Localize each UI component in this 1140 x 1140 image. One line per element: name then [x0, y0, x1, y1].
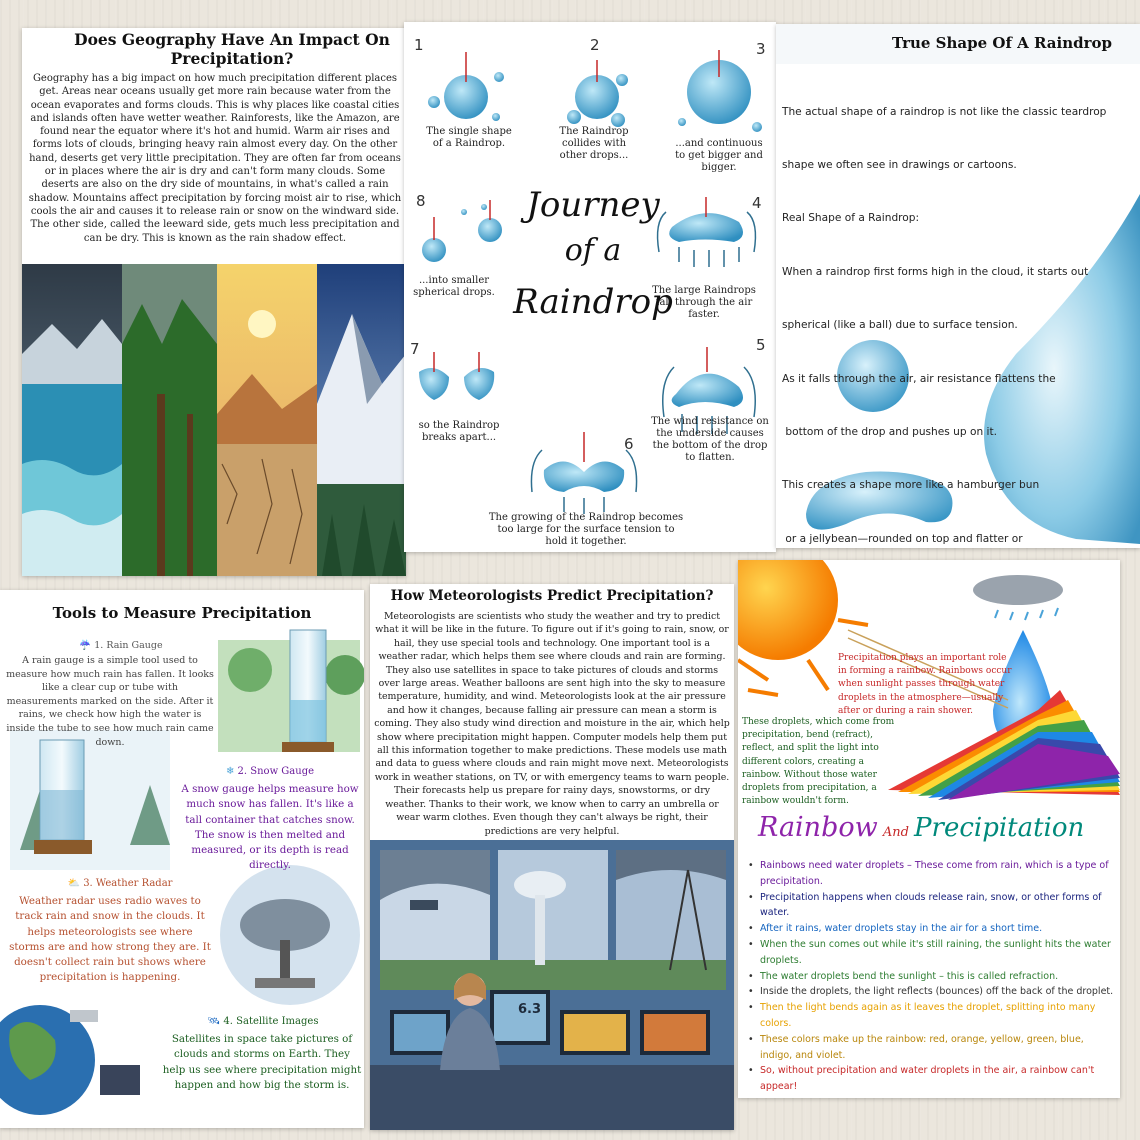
snow-gauge-text: A snow gauge helps measure how much snow has fallen. It's like a tall container that catches snow. The snow is then melted and measured, or its depth is read directly. — [181, 783, 359, 872]
rainbow-bullet-item: • Inside the droplets, the light reflects (bounces) off the back of the droplet. — [746, 984, 1116, 1000]
satellite-icon: 🛰 — [207, 1016, 224, 1027]
step-label-5: The wind resistance on the underside causes the bottom of the drop to flatten. — [651, 416, 769, 463]
rainbow-bullet-item: • These colors make up the rainbow: red, orange, yellow, green, blue, indigo, and violet. — [746, 1032, 1116, 1064]
step-number-8: 8 — [416, 192, 426, 210]
snow-gauge-heading-text: 2. Snow Gauge — [237, 766, 315, 777]
rainbow-title — [758, 812, 1118, 843]
snow-gauge-heading — [180, 766, 360, 777]
shape-line-1: The actual shape of a raindrop is not like the classic teardrop — [782, 105, 1107, 118]
step-number-2: 2 — [590, 36, 600, 54]
journey-title-line3: Raindrop — [513, 282, 673, 322]
meteorologist-illustration — [370, 840, 734, 1130]
rainbow-bullet-item: • Then the light bends again as it leaves the droplet, splitting into many colors. — [746, 1000, 1116, 1032]
step-label-8: ...into smaller spherical drops. — [413, 275, 495, 298]
step-number-3: 3 — [756, 40, 766, 58]
true-shape-text — [782, 68, 1132, 548]
screen-reading: 6.3 — [518, 1002, 542, 1017]
rainbow-page — [738, 560, 1120, 1098]
step-number-1: 1 — [414, 36, 424, 54]
rainbow-title-word: Rainbow — [758, 812, 878, 843]
rain-gauge-text: A rain gauge is a simple tool used to measure how much rain has fallen. It looks like a clear cup or tube with measurements marked on the side. After it rains, we check how high the water is inside the tube to see how much rain came down. — [6, 655, 214, 748]
step-number-5: 5 — [756, 336, 766, 354]
weather-radar-heading-text: 3. Weather Radar — [83, 878, 173, 889]
step-label-3: ...and continuous to get bigger and bigger. — [675, 138, 763, 173]
satellite-images-heading-text: 4. Satellite Images — [223, 1016, 319, 1027]
weather-radar-text: Weather radar uses radio waves to track rain and snow in the clouds. It helps meteorologists see where storms are and how strong they are. It doesn't collect rain but shows where precipitation is happening. — [9, 895, 211, 984]
satellite-images-text: Satellites in space take pictures of clouds and storms on Earth. They help us see where precipitation might happen and how big the storm is. — [162, 1033, 362, 1091]
rainbow-title-precipitation: Precipitation — [914, 813, 1085, 843]
raindrop-icon: ☔ — [79, 640, 95, 651]
step-label-7: so the Raindrop breaks apart... — [418, 420, 500, 443]
step-number-7: 7 — [410, 340, 420, 358]
step-label-2: The Raindrop collides with other drops... — [559, 126, 629, 161]
weather-radar-heading — [30, 878, 210, 889]
meteorologists-text: Meteorologists are scientists who study the weather and try to predict what it will be like in the future. To figure out if it's going to rain, snow, or hail, they use special tools and technology. One important tool is a weather radar, which helps them see where clouds and rain are forming. They also use satellites in space to take pictures of clouds and storms over large areas. Weather balloons are sent high into the sky to measure temperature, humidity, and wind. Meteorologists look at the air pressure and how it changes, because falling air pressure can mean a storm is coming. They also study wind direction and moisture in the air, which help show where precipitation might happen. Computer models help them put all this information together to make predictions. These models use math and data to guess where clouds and rain might move next. Meteorologists work in weather stations, on TV, or with emergency teams to warn people. Their forecasts help us prepare for rainy days, snowstorms, or dry weather. Thanks to their work, we know when to carry an umbrella or wear warm clothes. Even though they can't always be right, their predictions are very helpful. — [374, 611, 730, 837]
rainbow-bullet-item: • So, without precipitation and water droplets in the air, a rainbow can't appear! — [746, 1063, 1116, 1095]
rainbow-bullet-item: • The water droplets bend the sunlight – this is called refraction. — [746, 969, 1116, 985]
shape-line-3: Real Shape of a Raindrop: — [782, 212, 920, 225]
tools-page — [0, 590, 364, 1128]
step-label-6: The growing of the Raindrop becomes too large for the surface tension to hold it together. — [488, 512, 684, 547]
shape-line-4: When a raindrop first forms high in the cloud, it starts out — [782, 265, 1089, 278]
shape-line-9: or a jellybean—rounded on top and flatter or — [782, 532, 1023, 545]
journey-title-line2: of a — [564, 233, 622, 268]
geography-text: Geography has a big impact on how much precipitation different places get. Areas near oceans usually get more rain because water from the ocean evaporates and forms clouds. This is why places like coastal cities and islands often have wetter weather. Rainforests, like the Amazon, are found near the equator where it's hot and humid. Warm air rises and forms lots of clouds, bringing heavy rain almost every day. On the other hand, deserts get very little precipitation. They are often far from oceans or in places where the air is dry and can't form many clouds. Some deserts are also on the dry side of mountains, in what's called a rain shadow. Mountains affect precipitation by forcing moist air to rise, which cools the air and causes it to release rain or snow on the windward side. The other side, called the leeward side, gets much less precipitation and can be dry. This is known as the rain shadow effect. — [28, 73, 402, 244]
rainbow-intro-2: These droplets, which come from precipitation, bend (refract), reflect, and split the light into different colors, creating a rainbow. Without those water droplets from precipitation, a rainbow wouldn't form. — [742, 717, 895, 807]
rainbow-bullet-item: • After it rains, water droplets stay in the air for a short time. — [746, 921, 1116, 937]
geography-illustration — [22, 264, 406, 576]
true-shape-page — [776, 24, 1140, 548]
rain-gauge-heading-text: 1. Rain Gauge — [94, 640, 163, 651]
geography-page — [22, 28, 406, 576]
sun-cloud-icon: ⛅ — [67, 878, 84, 889]
rain-gauge-heading — [66, 640, 176, 651]
rainbow-bullet-item: • When the sun comes out while it's still raining, the sunlight hits the water droplets. — [746, 937, 1116, 969]
rainbow-intro-1: Precipitation plays an important role in forming a rainbow. Rainbows occur when sunlight passes through water droplets in the atmosphere—usually after or during a rain shower. — [838, 653, 1012, 716]
geography-title: Does Geography Have An Impact On Precipitation? — [74, 30, 390, 68]
meteorologists-title: How Meteorologists Predict Precipitation? — [390, 588, 714, 604]
step-number-6: 6 — [624, 435, 634, 453]
shape-line-2: shape we often see in drawings or cartoons. — [782, 158, 1017, 171]
shape-line-5: spherical (like a ball) due to surface tension. — [782, 319, 1018, 332]
rainbow-bullet-list — [746, 858, 1116, 1095]
step-label-4: The large Raindrops fall through the air faster. — [652, 285, 756, 320]
shape-line-8: This creates a shape more like a hamburger bun — [782, 479, 1040, 492]
journey-title-line1: Journey — [526, 185, 660, 225]
snowflake-icon: ❄ — [225, 766, 238, 777]
shape-line-6: As it falls through the air, air resistance flattens the — [782, 372, 1056, 385]
rainbow-title-and: And — [882, 825, 909, 840]
rainbow-bullet-item: • Precipitation happens when clouds release rain, snow, or other forms of water. — [746, 890, 1116, 922]
shape-line-7: bottom of the drop and pushes up on it. — [782, 425, 998, 438]
journey-title — [508, 182, 678, 330]
satellite-images-heading — [168, 1016, 358, 1027]
journey-page — [404, 22, 776, 552]
step-number-4: 4 — [752, 194, 762, 212]
true-shape-title: True Shape Of A Raindrop — [892, 34, 1112, 52]
step-label-1: The single shape of a Raindrop. — [426, 126, 512, 149]
rainbow-bullet-item: • Rainbows need water droplets – These come from rain, which is a type of precipitation. — [746, 858, 1116, 890]
tools-title: Tools to Measure Precipitation — [52, 604, 312, 622]
meteorologists-page — [370, 584, 734, 1130]
